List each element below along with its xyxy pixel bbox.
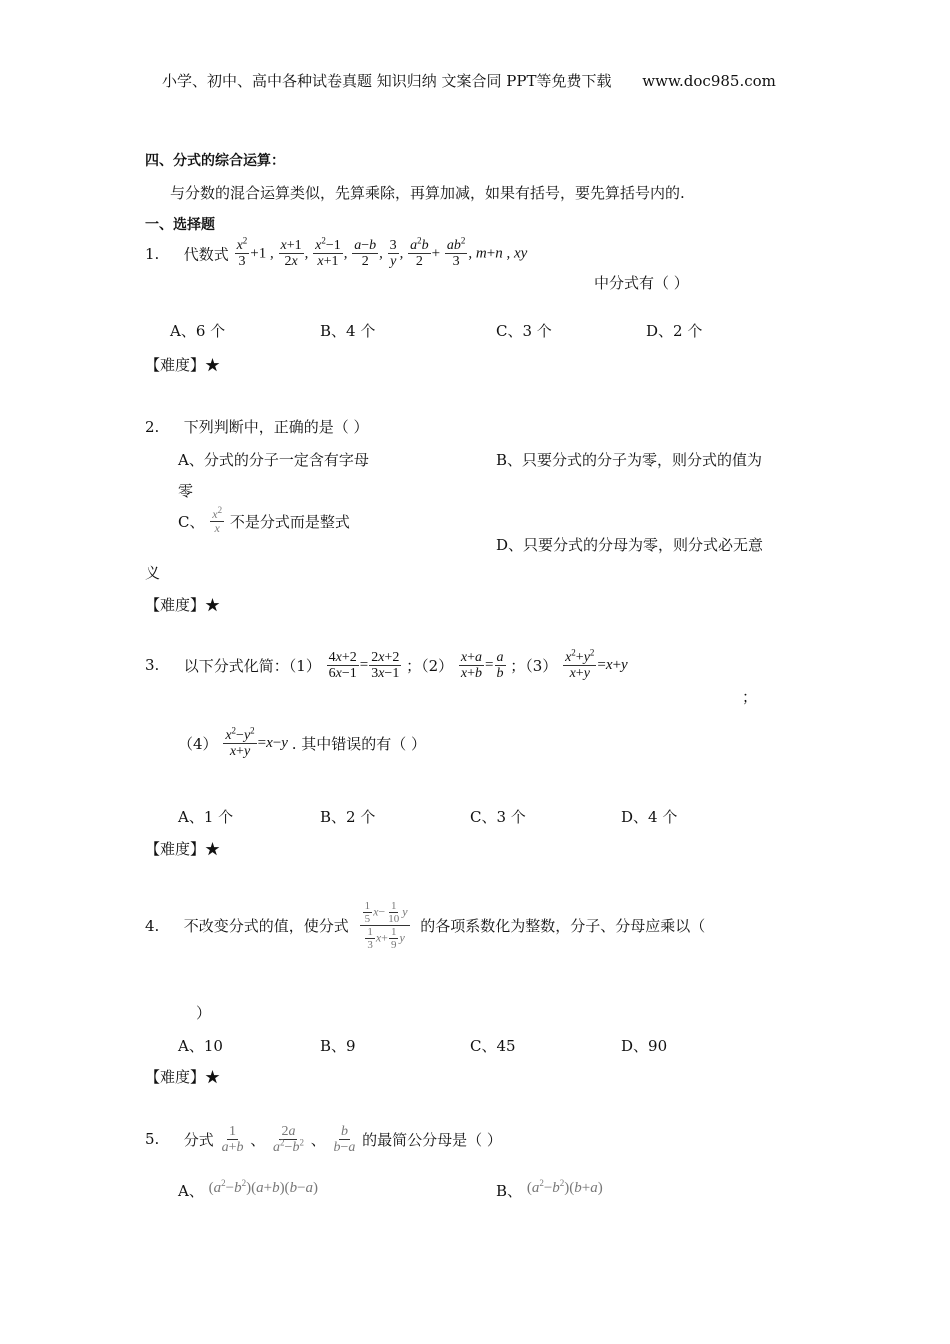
question-4 — [145, 900, 705, 951]
section-note: 与分数的混合运算类似，先算乘除，再算加减，如果有括号，要先算括号内的. — [170, 184, 685, 202]
q3-part-2: ；（2） — [406, 656, 454, 675]
question-5: 5. 分式 $\frac{1}{a+b}$ 、 $\frac{2a}{a^2-b^2}$ 、 $\frac{b}{b-a}$ 的最简公分母是（ ） — [145, 1124, 502, 1156]
q4-number: 4. — [145, 916, 160, 935]
q3-line-2 — [178, 725, 427, 760]
q4-option-c[interactable]: C、45 — [470, 1037, 516, 1055]
q3-semicolon: ； — [742, 688, 758, 706]
q4-complex-fraction: $\frac{1}{5}$ x− $\frac{1}{10}$ y $\frac{1}{3}$ x+ $\frac{1}{9}$ y — [360, 900, 410, 951]
q3-number: 3. — [145, 656, 160, 675]
q2-option-b[interactable]: B、只要分式的分子为零，则分式的值为 — [496, 451, 763, 469]
q2-stem: 下列判断中，正确的是（ ） — [183, 418, 369, 436]
q3-option-b[interactable]: B、2 个 — [320, 808, 376, 826]
header-text: 小学、初中、高中各种试卷真题 知识归纳 文案合同 PPT等免费下载 — [162, 72, 612, 90]
q1-expressions: $\frac{x^2}{3}$ +1 , $\frac{x+1}{2x}$ , $\frac{x^2-1}{x+1}$ , $\frac{a-b}{2}$ , $\frac{3}{y}$ , $\frac{a^2b}{2}$ + $\frac{ab^2}{3}$ , m+n , xy — [236, 235, 528, 270]
q4-option-a[interactable]: A、10 — [178, 1037, 223, 1055]
q4-difficulty: 【难度】★ — [145, 1068, 221, 1086]
q3-part-4: （4） — [178, 734, 218, 753]
q3-tail: . 其中错误的有（ ） — [291, 734, 427, 753]
q2-option-c-prefix: C、 — [178, 513, 205, 532]
q3-option-c[interactable]: C、3 个 — [470, 808, 526, 826]
q3-option-a[interactable]: A、1 个 — [178, 808, 234, 826]
q3-part-3: ；（3） — [510, 656, 558, 675]
q2-option-c[interactable] — [178, 505, 350, 536]
question-3 — [145, 647, 628, 682]
q3-expr-2: $\frac{x+a}{x+b}$ = $\frac{a}{b}$ — [460, 650, 504, 682]
question-1 — [145, 235, 528, 270]
part-title: 一、选择题 — [145, 217, 215, 233]
q2-option-d-cont: 义 — [145, 564, 161, 582]
q5-number: 5. — [145, 1130, 160, 1149]
q1-option-c[interactable]: C、3 个 — [496, 322, 552, 340]
q3-difficulty: 【难度】★ — [145, 840, 221, 858]
q1-difficulty: 【难度】★ — [145, 356, 221, 374]
q2-option-b-cont: 零 — [178, 482, 194, 500]
q5-fractions: $\frac{1}{a+b}$ — [221, 1124, 244, 1156]
q4-tail-cont: ） — [196, 1004, 212, 1022]
question-2 — [145, 416, 369, 437]
q4-tail: 的各项系数化为整数，分子、分母应乘以（ — [420, 917, 706, 936]
q3-expr-4: $\frac{x^2-y^2}{x+y}$ =x−y — [225, 725, 288, 760]
q5-sep-2: 、 — [310, 1130, 326, 1149]
q3-option-d[interactable]: D、4 个 — [621, 808, 678, 826]
header-url[interactable]: www.doc985.com — [642, 72, 776, 90]
q4-option-b[interactable]: B、9 — [320, 1037, 356, 1055]
q3-expr-1: $\frac{4x+2}{6x-1}$ = $\frac{2x+2}{3x-1}$ — [328, 650, 400, 682]
q1-option-b[interactable]: B、4 个 — [320, 322, 376, 340]
q1-option-a[interactable]: A、6 个 — [170, 322, 226, 340]
q1-lead: 代数式 — [183, 245, 229, 264]
q5-option-a[interactable] — [178, 1180, 318, 1201]
q1-tail: 中分式有（ ） — [594, 274, 689, 292]
q4-lead: 不改变分式的值，使分式 — [183, 917, 349, 936]
q5-option-b-label: B、 — [496, 1182, 523, 1200]
q5-lead: 分式 — [183, 1130, 214, 1149]
q2-difficulty: 【难度】★ — [145, 596, 221, 614]
q5-option-b[interactable] — [496, 1180, 603, 1201]
q4-option-d[interactable]: D、90 — [621, 1037, 668, 1055]
q2-option-a[interactable]: A、分式的分子一定含有字母 — [178, 451, 369, 469]
q1-number: 1. — [145, 244, 160, 263]
q5-option-b-expr: $(a^2-b^2)(b+a)$ — [526, 1178, 603, 1196]
q2-option-c-text: 不是分式而是整式 — [229, 513, 350, 532]
header-banner — [162, 70, 776, 91]
q1-option-d[interactable]: D、2 个 — [646, 322, 703, 340]
section-title: 四、分式的综合运算： — [145, 153, 285, 169]
q5-option-a-label: A、 — [178, 1182, 204, 1200]
q2-option-d[interactable]: D、只要分式的分母为零，则分式必无意 — [496, 536, 764, 554]
q2-number: 2. — [145, 418, 160, 436]
q2-option-c-fraction: $\frac{x^2}{x}$ — [212, 505, 223, 536]
q3-expr-3: $\frac{x^2+y^2}{x+y}$ =x+y — [565, 647, 628, 682]
q5-sep-1: 、 — [250, 1130, 266, 1149]
q3-lead: 以下分式化简：（1） — [183, 656, 321, 675]
q5-option-a-expr: $(a^2-b^2)(a+b)(b-a)$ — [208, 1178, 319, 1196]
q5-tail: 的最简公分母是（ ） — [362, 1130, 502, 1149]
